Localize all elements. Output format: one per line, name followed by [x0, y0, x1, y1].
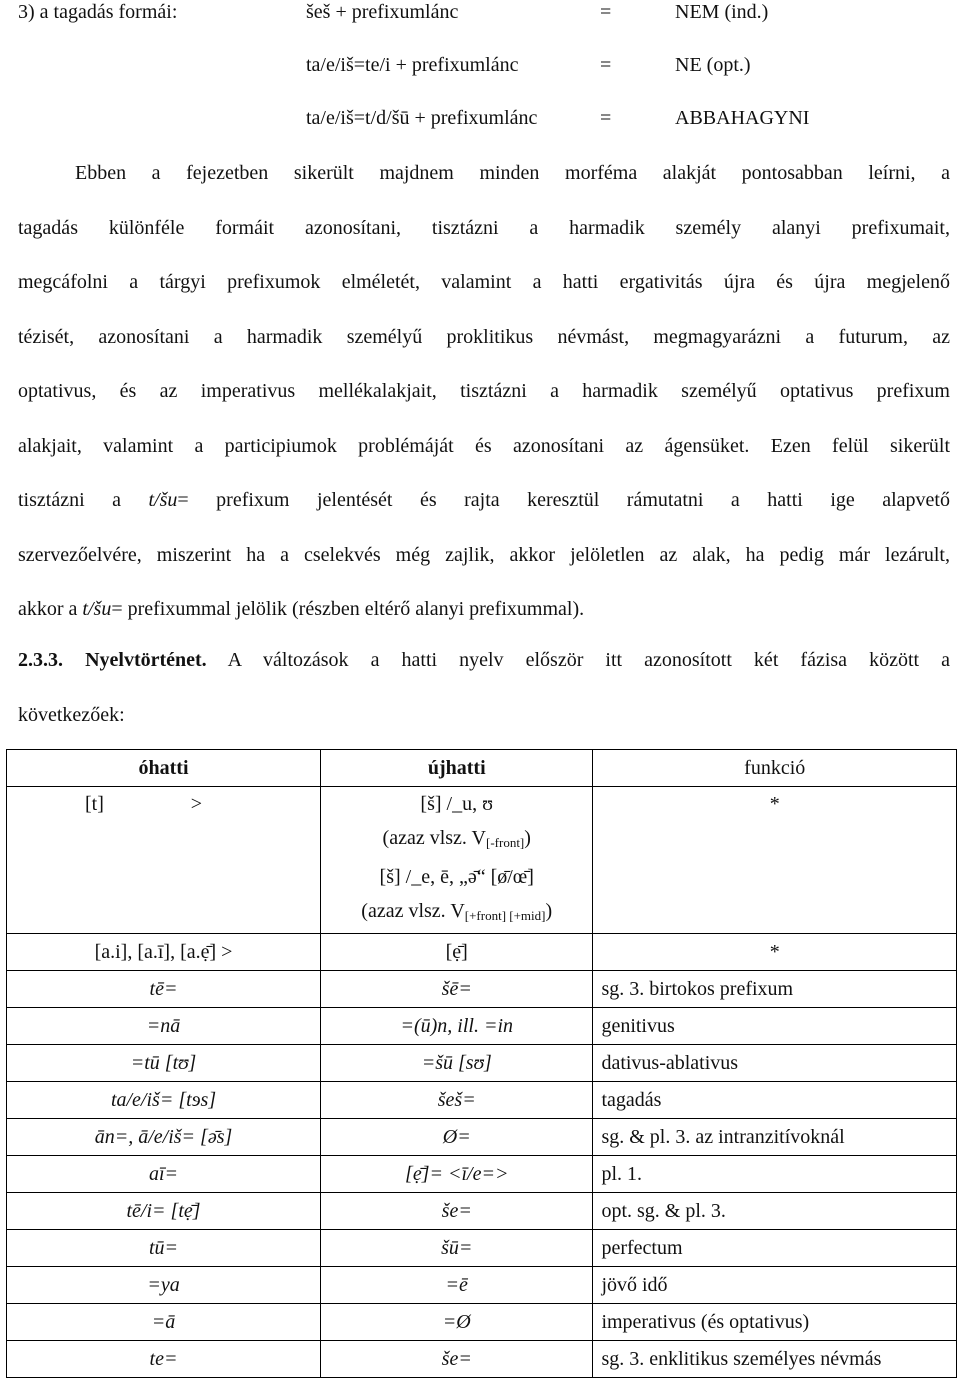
negation-meaning: NEM (ind.) — [675, 1, 769, 23]
table-cell: ta/e/iš= [tɘs] — [7, 1082, 321, 1119]
paragraph-line — [18, 473, 950, 528]
negation-formula: ta/e/iš=t/d/šū + prefixumlánc — [306, 107, 538, 129]
table-cell: =šū [sʊ] — [321, 1045, 593, 1082]
section-heading: Nyelvtörténet. — [85, 649, 207, 671]
cell-text: (azaz vlsz. V — [382, 827, 486, 849]
table-cell: tū= — [7, 1230, 321, 1267]
table-cell: =nā — [7, 1008, 321, 1045]
table-header-row — [7, 750, 957, 787]
table-row — [7, 1119, 957, 1156]
table-cell: genitivus — [593, 1008, 957, 1045]
table-cell: [ẹ̄]= <ī/e=> — [321, 1156, 593, 1193]
paragraph-line: tagadás különféle formáit azonosítani, tisztázni a harmadik személy alanyi prefixumait, — [18, 216, 950, 239]
table-cell: imperativus (és optativus) — [593, 1304, 957, 1341]
negation-row-1 — [0, 1, 960, 27]
table-cell: =ya — [7, 1267, 321, 1304]
negation-equals: = — [600, 107, 612, 129]
line-text: tisztázni a — [18, 489, 149, 511]
table-cell: =ā — [7, 1304, 321, 1341]
table-row — [7, 1156, 957, 1193]
negation-intro: 3) a tagadás formái: — [18, 1, 178, 23]
table-cell: =tū [tʊ] — [7, 1045, 321, 1082]
table-cell: * — [593, 787, 957, 934]
table-cell: tē= — [7, 971, 321, 1008]
table-cell: opt. sg. & pl. 3. — [593, 1193, 957, 1230]
table-row — [7, 787, 957, 934]
table-cell: [ẹ̄] — [321, 934, 593, 971]
table-row — [7, 971, 957, 1008]
table-row — [7, 1230, 957, 1267]
negation-formula: šeš + prefixumlánc — [306, 1, 459, 23]
table-cell: sg. 3. birtokos prefixum — [593, 971, 957, 1008]
negation-meaning: ABBAHAGYNI — [675, 107, 810, 129]
header-old-hattic: óhatti — [7, 750, 321, 787]
table-cell: pl. 1. — [593, 1156, 957, 1193]
header-function: funkció — [593, 750, 957, 787]
table-cell: Ø= — [321, 1119, 593, 1156]
sound-old: [t] — [85, 793, 104, 815]
section-number: 2.3.3. — [18, 649, 63, 671]
table-row — [7, 1304, 957, 1341]
table-cell: ān=, ā/e/iš= [ə̄s] — [7, 1119, 321, 1156]
table-cell — [321, 787, 593, 934]
cell-line — [329, 821, 584, 860]
table-cell: tagadás — [593, 1082, 957, 1119]
table-cell: šē= — [321, 971, 593, 1008]
table-cell: [a.i], [a.ī], [a.ẹ̄] > — [7, 934, 321, 971]
cell-line: [š] /_e, ē, „ə̄“ [ø̄/œ̄] — [379, 866, 534, 888]
paragraph-line: tézisét, azonosítani a harmadik személyű proklitikus névmást, megmagyarázni a futurum, az — [18, 325, 950, 348]
cell-line — [329, 894, 584, 933]
summary-paragraph — [18, 146, 950, 637]
paragraph-line: alakjait, valamint a participiumok problémáját és azonosítani az ágensüket. Ezen felül sikerült — [18, 434, 950, 457]
table-cell: perfectum — [593, 1230, 957, 1267]
paragraph-line: megcáfolni a tárgyi prefixumok elméletét, valamint a hatti ergativitás újra és újra megjelenő — [18, 271, 950, 293]
table-cell: sg. & pl. 3. az intranzitívoknál — [593, 1119, 957, 1156]
table-row — [7, 1082, 957, 1119]
subscript: [+front] [+mid] — [464, 908, 546, 923]
table-cell: šeš= — [321, 1082, 593, 1119]
negation-equals: = — [600, 1, 612, 23]
negation-row-2 — [0, 54, 960, 80]
line-text: akkor a — [18, 598, 83, 620]
subscript: [-front] — [486, 835, 525, 850]
paren: ) — [524, 827, 531, 849]
section-line: következőek: — [18, 703, 125, 726]
negation-equals: = — [600, 54, 612, 76]
line-text: = prefixum jelentését és rajta keresztül rámutatni a hatti ige alapvető — [177, 489, 950, 511]
paragraph-line: szervezőelvére, miszerint ha a cselekvés még zajlik, akkor jelöletlen az alak, ha pedig már lezárult, — [18, 543, 950, 566]
table-cell: aī= — [7, 1156, 321, 1193]
table-cell: dativus-ablativus — [593, 1045, 957, 1082]
table-row — [7, 934, 957, 971]
table-row — [7, 1341, 957, 1378]
table-cell: šū= — [321, 1230, 593, 1267]
table-row — [7, 1008, 957, 1045]
table-cell: jövő idő — [593, 1267, 957, 1304]
table-cell: * — [593, 934, 957, 971]
table-row — [7, 1267, 957, 1304]
table-cell — [7, 787, 321, 934]
table-cell: sg. 3. enklitikus személyes névmás — [593, 1341, 957, 1378]
paren: ) — [545, 900, 553, 922]
line-text: = prefixummal jelölik (részben eltérő alanyi prefixummal). — [111, 598, 585, 620]
table-cell: še= — [321, 1341, 593, 1378]
table-cell: =ē — [321, 1267, 593, 1304]
table-cell: te= — [7, 1341, 321, 1378]
header-new-hattic: újhatti — [321, 750, 593, 787]
cell-line: [š] /_u, ʊ — [420, 793, 494, 815]
paragraph-line — [18, 582, 950, 637]
arrow-greater: > — [190, 793, 203, 815]
negation-formula: ta/e/iš=te/i + prefixumlánc — [306, 54, 519, 76]
negation-meaning: NE (opt.) — [675, 54, 751, 76]
table-cell: =(ū)n, ill. =in — [321, 1008, 593, 1045]
table-cell: =Ø — [321, 1304, 593, 1341]
paragraph-line: optativus, és az imperativus mellékalakjait, tisztázni a harmadik személyű optativus prefixum — [18, 380, 950, 402]
cell-text: (azaz vlsz. V — [361, 900, 465, 922]
table-row — [7, 1193, 957, 1230]
prefix-italic: t/šu — [82, 598, 112, 620]
morphology-table — [6, 749, 957, 1378]
table-row — [7, 1045, 957, 1082]
table-cell: še= — [321, 1193, 593, 1230]
paragraph-line: Ebben a fejezetben sikerült majdnem minden morféma alakját pontosabban leírni, a — [75, 162, 950, 184]
section-text: A változások a hatti nyelv először itt azonosított két fázisa között a — [227, 649, 951, 671]
section-line — [18, 633, 950, 688]
section-paragraph — [18, 633, 950, 742]
negation-row-3 — [0, 107, 960, 133]
table-cell: tē/i= [tẹ̄] — [7, 1193, 321, 1230]
prefix-italic: t/šu — [148, 489, 178, 511]
